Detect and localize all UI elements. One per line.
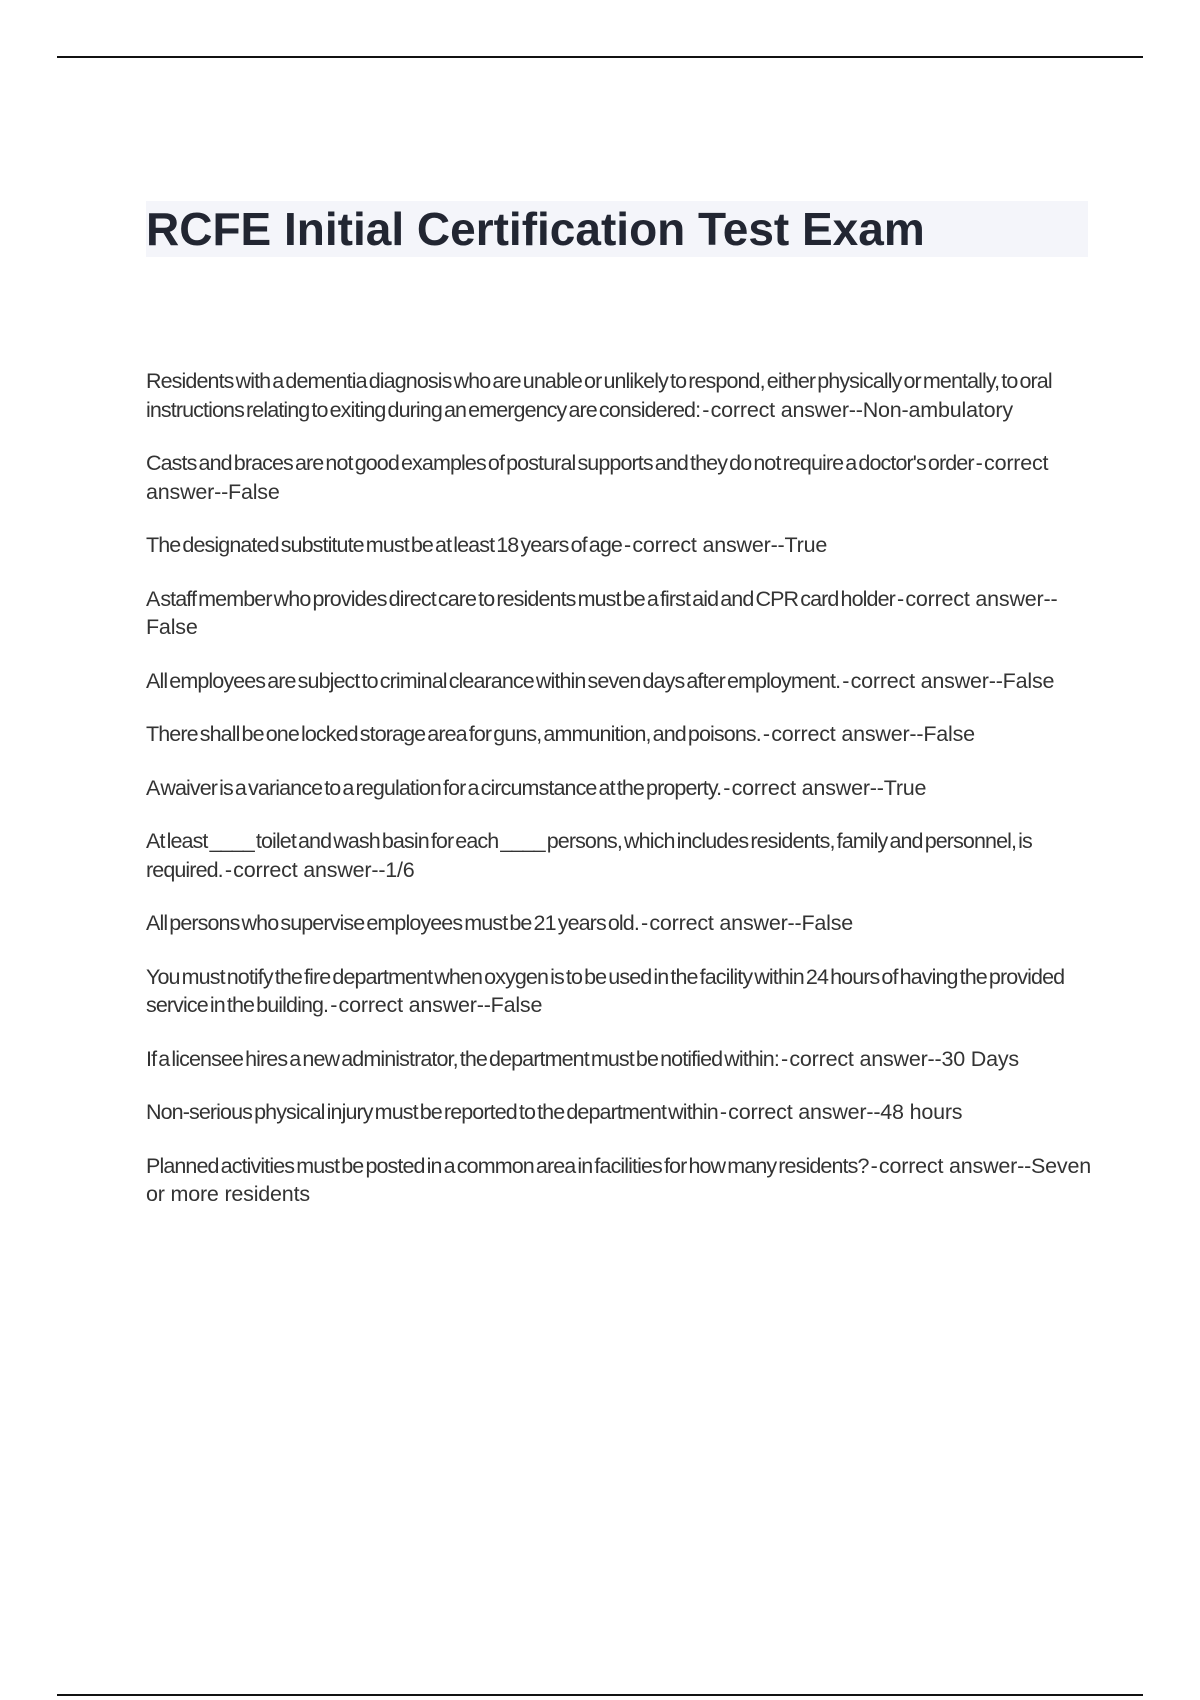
answer-text: correct answer--False bbox=[850, 668, 1055, 693]
question-text: Residents with a dementia diagnosis who are unable or unlikely to respond, either physically or mentally, to oral instructions relating to exiting during an emergency are considered: - bbox=[146, 369, 1052, 422]
qa-item bbox=[146, 1152, 1092, 1209]
question-text: At least ____ toilet and wash basin for each ____ persons, which includes residents, family and personnel, is required. - bbox=[146, 829, 1032, 882]
qa-item bbox=[146, 720, 1092, 749]
question-text: Planned activities must be posted in a common area in facilities for how many residents? - bbox=[146, 1153, 877, 1178]
qa-item bbox=[146, 531, 1092, 560]
answer-text: correct answer--1/6 bbox=[233, 857, 415, 882]
question-text: You must notify the fire department when oxygen is to be used in the facility within 24 hours of having the provided service in the building. - bbox=[146, 964, 1065, 1017]
answer-text: correct answer--False bbox=[649, 911, 854, 935]
answer-text: correct answer--30 Days bbox=[789, 1046, 1019, 1071]
question-list bbox=[146, 367, 1092, 1234]
page-title: RCFE Initial Certification Test Exam bbox=[146, 203, 925, 255]
qa-item bbox=[146, 449, 1092, 506]
question-text: If a licensee hires a new administrator, the department must be notified within: - bbox=[146, 1046, 788, 1071]
qa-item bbox=[146, 1045, 1092, 1074]
answer-text: correct answer--True bbox=[731, 775, 927, 800]
question-text: There shall be one locked storage area for guns, ammunition, and poisons. - bbox=[146, 722, 770, 746]
answer-text: correct answer--Seven or more residents bbox=[146, 1153, 1091, 1206]
qa-item bbox=[146, 827, 1092, 884]
qa-item bbox=[146, 774, 1092, 803]
question-text: Non-serious physical injury must be reported to the department within - bbox=[146, 1100, 727, 1124]
question-text: All persons who supervise employees must be 21 years old. - bbox=[146, 911, 648, 935]
answer-text: correct answer--48 hours bbox=[728, 1100, 963, 1124]
qa-item bbox=[146, 585, 1092, 642]
top-rule bbox=[57, 56, 1143, 58]
qa-item bbox=[146, 667, 1092, 696]
qa-item bbox=[146, 963, 1092, 1020]
answer-text: correct answer--False bbox=[338, 993, 543, 1017]
qa-item bbox=[146, 909, 1092, 938]
question-text: Casts and braces are not good examples of postural supports and they do not require a doctor's order - bbox=[146, 451, 982, 475]
answer-text: correct answer--Non-ambulatory bbox=[710, 397, 1013, 422]
qa-item bbox=[146, 1098, 1092, 1127]
answer-text: correct answer--False bbox=[146, 586, 1058, 639]
question-text: A staff member who provides direct care to residents must be a first aid and CPR card holder - bbox=[146, 586, 904, 611]
answer-text: correct answer--False bbox=[146, 451, 1049, 504]
qa-item bbox=[146, 367, 1092, 424]
question-text: The designated substitute must be at least 18 years of age - bbox=[146, 533, 631, 557]
question-text: All employees are subject to criminal clearance within seven days after employment. - bbox=[146, 668, 849, 693]
question-text: A waiver is a variance to a regulation for a circumstance at the property. - bbox=[146, 775, 730, 800]
answer-text: correct answer--True bbox=[632, 533, 828, 557]
bottom-rule bbox=[57, 1694, 1143, 1696]
title-banner bbox=[146, 201, 1088, 257]
answer-text: correct answer--False bbox=[771, 722, 975, 746]
